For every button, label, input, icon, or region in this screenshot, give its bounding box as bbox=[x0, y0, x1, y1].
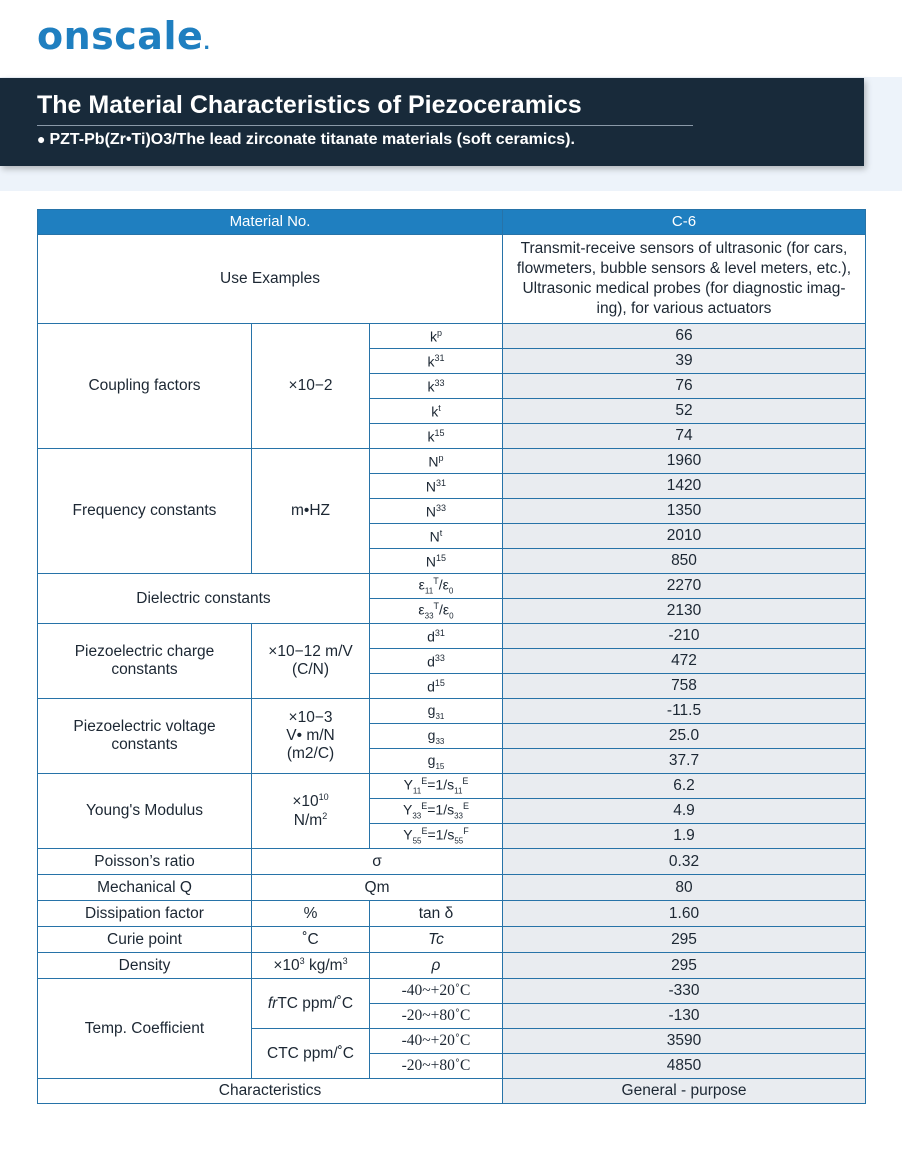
voltage-constants-label: Piezoelectric voltage constants bbox=[38, 699, 252, 774]
fr-tc-label: frTC ppm/˚C bbox=[252, 979, 370, 1029]
dissipation-label: Dissipation factor bbox=[38, 901, 252, 927]
temp-value: -130 bbox=[503, 1004, 866, 1029]
dielectric-value: 2270 bbox=[503, 574, 866, 599]
coupling-value: 52 bbox=[503, 399, 866, 424]
curie-symbol: Tc bbox=[370, 927, 503, 953]
frequency-constants-unit: m•HZ bbox=[252, 449, 370, 574]
frequency-symbol: $N^p$ bbox=[370, 449, 503, 474]
table-header-row bbox=[38, 210, 866, 235]
mechanical-q-value: 80 bbox=[503, 875, 866, 901]
frequency-value: 1960 bbox=[503, 449, 866, 474]
curie-label: Curie point bbox=[38, 927, 252, 953]
temp-value: -330 bbox=[503, 979, 866, 1004]
use-examples-value: Transmit-receive sensors of ultrasonic (for cars, flowmeters, bubble sensors & level meters, etc.), Ultrasonic medical probes (for diagnostic imag-ing), for various actuators bbox=[503, 235, 866, 324]
dielectric-symbol: $\varepsilon_{11}^T/\varepsilon_0$ bbox=[370, 574, 503, 599]
poisson-symbol: σ bbox=[252, 849, 503, 875]
frequency-value: 1420 bbox=[503, 474, 866, 499]
title-banner bbox=[0, 78, 864, 166]
young-value: 1.9 bbox=[503, 824, 866, 849]
material-no-value: C-6 bbox=[503, 210, 866, 235]
mechanical-q-symbol: Qm bbox=[252, 875, 503, 901]
density-label: Density bbox=[38, 953, 252, 979]
voltage-symbol: $g_{15}$ bbox=[370, 749, 503, 774]
voltage-value: 37.7 bbox=[503, 749, 866, 774]
density-symbol: ρ bbox=[370, 953, 503, 979]
young-symbol: $Y_{55}^E=1/s_{55}^F$ bbox=[370, 824, 503, 849]
table-row bbox=[38, 774, 866, 799]
temp-coefficient-label: Temp. Coefficient bbox=[38, 979, 252, 1079]
dissipation-symbol: tan δ bbox=[370, 901, 503, 927]
table-row bbox=[38, 875, 866, 901]
coupling-symbol: $k^{15}$ bbox=[370, 424, 503, 449]
coupling-symbol: $k^p$ bbox=[370, 324, 503, 349]
charge-symbol: $d^{33}$ bbox=[370, 649, 503, 674]
frequency-constants-label: Frequency constants bbox=[38, 449, 252, 574]
title-divider bbox=[37, 125, 693, 126]
coupling-factors-label: Coupling factors bbox=[38, 324, 252, 449]
temp-value: 3590 bbox=[503, 1029, 866, 1054]
voltage-value: 25.0 bbox=[503, 724, 866, 749]
youngs-modulus-label: Young's Modulus bbox=[38, 774, 252, 849]
coupling-symbol: $k^t$ bbox=[370, 399, 503, 424]
young-value: 6.2 bbox=[503, 774, 866, 799]
young-symbol: $Y_{33}^E=1/s_{33}^E$ bbox=[370, 799, 503, 824]
young-symbol: $Y_{11}^E=1/s_{11}^E$ bbox=[370, 774, 503, 799]
temp-range: -20~+80˚C bbox=[370, 1004, 503, 1029]
table-row bbox=[38, 979, 866, 1004]
temp-range: -40~+20˚C bbox=[370, 979, 503, 1004]
coupling-value: 39 bbox=[503, 349, 866, 374]
frequency-symbol: $N^t$ bbox=[370, 524, 503, 549]
charge-value: -210 bbox=[503, 624, 866, 649]
coupling-symbol: $k^{31}$ bbox=[370, 349, 503, 374]
coupling-factors-unit: ×10−2 bbox=[252, 324, 370, 449]
material-no-label: Material No. bbox=[38, 210, 503, 235]
table-row bbox=[38, 901, 866, 927]
density-value: 295 bbox=[503, 953, 866, 979]
youngs-modulus-unit: $\times 10^{10}$ $N/m^2$ bbox=[252, 774, 370, 849]
charge-symbol: $d^{31}$ bbox=[370, 624, 503, 649]
dissipation-value: 1.60 bbox=[503, 901, 866, 927]
material-characteristics-table bbox=[37, 209, 866, 1104]
use-examples-label: Use Examples bbox=[38, 235, 503, 324]
coupling-symbol: $k^{33}$ bbox=[370, 374, 503, 399]
mechanical-q-label: Mechanical Q bbox=[38, 875, 252, 901]
frequency-symbol: $N^{33}$ bbox=[370, 499, 503, 524]
table-row bbox=[38, 927, 866, 953]
density-unit: $\times 10^3$ $kg/m^3$ bbox=[252, 953, 370, 979]
frequency-value: 2010 bbox=[503, 524, 866, 549]
temp-value: 4850 bbox=[503, 1054, 866, 1079]
frequency-symbol: $N^{31}$ bbox=[370, 474, 503, 499]
voltage-symbol: $g_{33}$ bbox=[370, 724, 503, 749]
page-title: The Material Characteristics of Piezoceramics bbox=[37, 91, 582, 119]
table-row bbox=[38, 849, 866, 875]
table-row bbox=[38, 1079, 866, 1104]
frequency-value: 850 bbox=[503, 549, 866, 574]
characteristics-value: General - purpose bbox=[503, 1079, 866, 1104]
curie-unit: ˚C bbox=[252, 927, 370, 953]
table-row bbox=[38, 624, 866, 649]
charge-symbol: $d^{15}$ bbox=[370, 674, 503, 699]
coupling-value: 76 bbox=[503, 374, 866, 399]
voltage-symbol: $g_{31}$ bbox=[370, 699, 503, 724]
coupling-value: 66 bbox=[503, 324, 866, 349]
charge-constants-label: Piezoelectric charge constants bbox=[38, 624, 252, 699]
dissipation-unit: % bbox=[252, 901, 370, 927]
young-value: 4.9 bbox=[503, 799, 866, 824]
dielectric-symbol: $\varepsilon_{33}^T/\varepsilon_0$ bbox=[370, 599, 503, 624]
voltage-value: -11.5 bbox=[503, 699, 866, 724]
page-subtitle: ● PZT-Pb(Zr•Ti)O3/The lead zirconate titanate materials (soft ceramics). bbox=[37, 131, 575, 148]
frequency-value: 1350 bbox=[503, 499, 866, 524]
characteristics-label: Characteristics bbox=[38, 1079, 503, 1104]
charge-value: 472 bbox=[503, 649, 866, 674]
coupling-value: 74 bbox=[503, 424, 866, 449]
dielectric-value: 2130 bbox=[503, 599, 866, 624]
temp-range: -20~+80˚C bbox=[370, 1054, 503, 1079]
frequency-symbol: $N^{15}$ bbox=[370, 549, 503, 574]
charge-constants-unit: ×10−12 m/V (C/N) bbox=[252, 624, 370, 699]
table-row bbox=[38, 953, 866, 979]
charge-value: 758 bbox=[503, 674, 866, 699]
table-row bbox=[38, 574, 866, 599]
table-row bbox=[38, 699, 866, 724]
dielectric-constants-label: Dielectric constants bbox=[38, 574, 370, 624]
use-examples-row bbox=[38, 235, 866, 324]
voltage-constants-unit: ×10−3 V• m/N (m2/C) bbox=[252, 699, 370, 774]
table-row bbox=[38, 324, 866, 349]
poisson-value: 0.32 bbox=[503, 849, 866, 875]
table-row bbox=[38, 449, 866, 474]
bullet-icon: ● bbox=[37, 131, 46, 147]
onscale-logo: onscale. bbox=[37, 14, 211, 58]
temp-range: -40~+20˚C bbox=[370, 1029, 503, 1054]
curie-value: 295 bbox=[503, 927, 866, 953]
ctc-label: CTC ppm/˚C bbox=[252, 1029, 370, 1079]
poisson-label: Poisson’s ratio bbox=[38, 849, 252, 875]
